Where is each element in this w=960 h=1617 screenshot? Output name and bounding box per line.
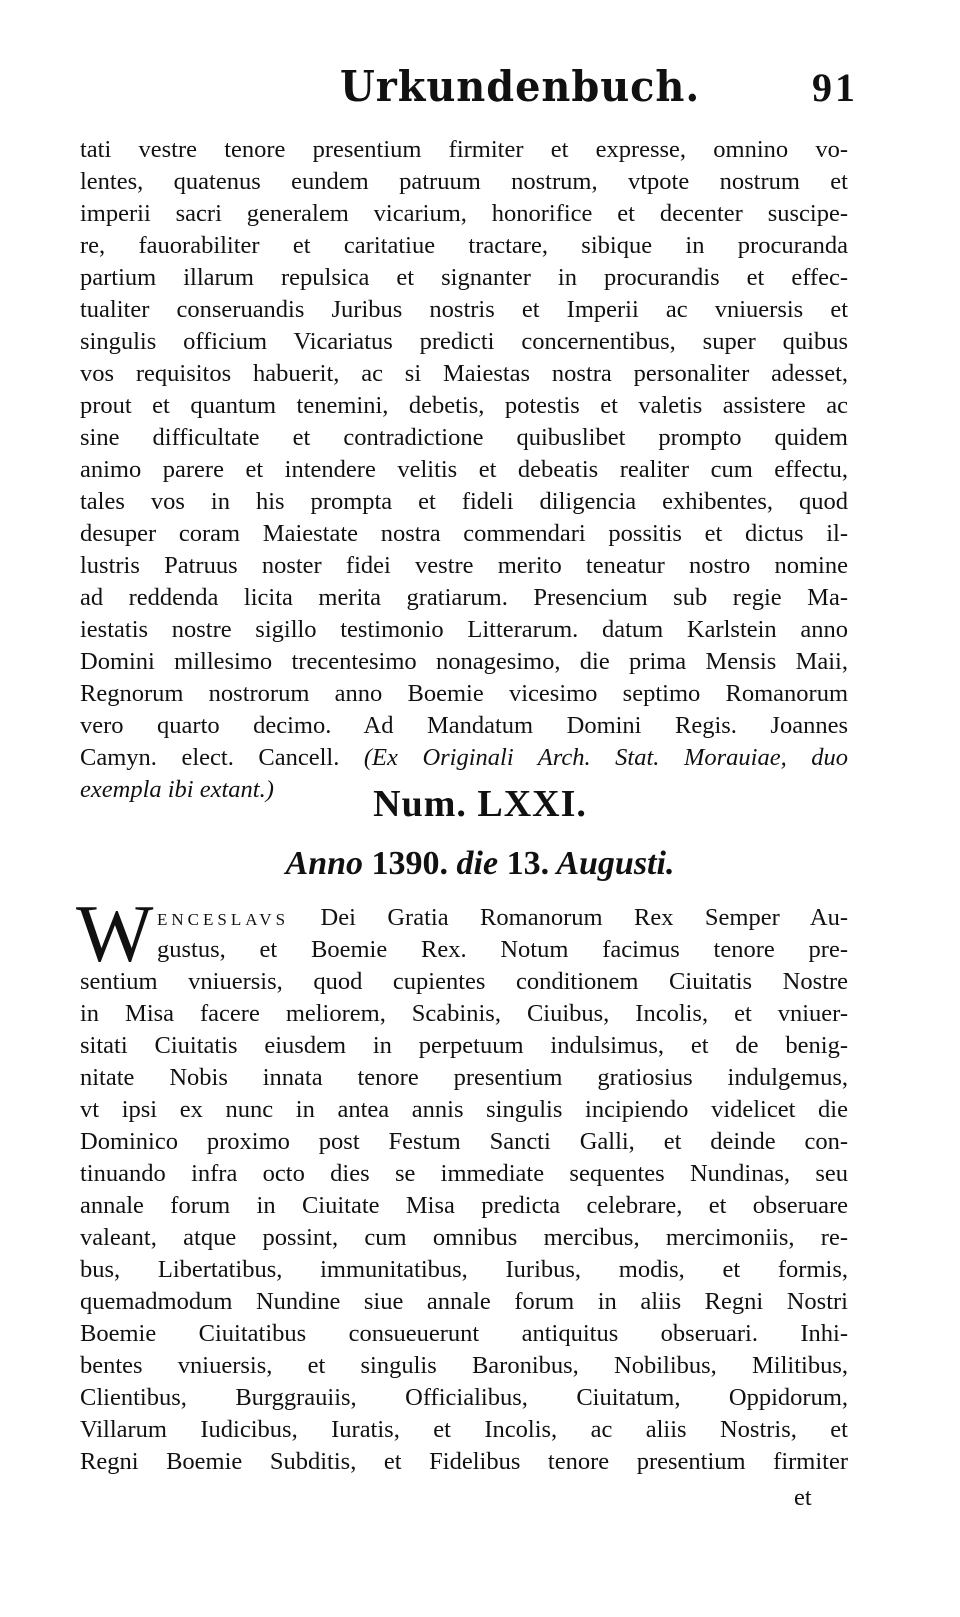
text-line: lustris Patruus noster fidei vestre merito teneatur nostro nomine <box>80 552 848 579</box>
text-line: re, fauorabiliter et caritatiue tractare, sibique in procuranda <box>80 232 848 259</box>
text-line: bus, Libertatibus, immunitatibus, Iuribus, modis, et formis, <box>80 1256 848 1283</box>
text-line: Clientibus, Burggrauiis, Officialibus, Ciuitatum, Oppidorum, <box>80 1384 848 1411</box>
text-line: tinuando infra octo dies se immediate sequentes Nundinas, seu <box>80 1160 848 1187</box>
text-line: vos requisitos habuerit, ac si Maiestas nostra personaliter adesset, <box>80 360 848 387</box>
text-line: desuper coram Maiestate nostra commendari possitis et dictus il- <box>80 520 848 547</box>
text-line: vero quarto decimo. Ad Mandatum Domini Regis. Joannes <box>80 712 848 739</box>
document-number: Num. LXXI. <box>373 783 587 825</box>
date-month: Augusti. <box>556 845 675 882</box>
text-line: sentium vniuersis, quod cupientes conditionem Ciuitatis Nostre <box>80 968 848 995</box>
text-line: tati vestre tenore presentium firmiter et expresse, omnino vo- <box>80 136 848 163</box>
text-line: Domini millesimo trecentesimo nonagesimo, die prima Mensis Maii, <box>80 648 848 675</box>
source-note-end: exempla ibi extant.) <box>80 776 274 803</box>
text-line: nitate Nobis innata tenore presentium gratiosius indulgemus, <box>80 1064 848 1091</box>
text-line: Regnorum nostrorum anno Boemie vicesimo septimo Romanorum <box>80 680 848 707</box>
text-line: sine difficultate et contradictione quibuslibet prompto quidem <box>80 424 848 451</box>
date-die: die <box>456 845 499 882</box>
text-line: tualiter conseruandis Juribus nostris et Imperii ac vniuersis et <box>80 296 848 323</box>
line-rest: Dei Gratia Romanorum Rex Semper Au- <box>320 904 848 931</box>
text-line: annale forum in Ciuitate Misa predicta celebrare, et obseruare <box>80 1192 848 1219</box>
page-number: 91 <box>812 65 858 110</box>
text-line: gustus, et Boemie Rex. Notum facimus tenore pre- <box>157 936 848 963</box>
text-line: partium illarum repulsica et signanter in procurandis et effec- <box>80 264 848 291</box>
text-line: iestatis nostre sigillo testimonio Litterarum. datum Karlstein anno <box>80 616 848 643</box>
date-day: 13. <box>506 845 550 882</box>
text-line <box>157 902 848 936</box>
text-line: lentes, quatenus eundem patruum nostrum, vtpote nostrum et <box>80 168 848 195</box>
text-line: Regni Boemie Subditis, et Fidelibus tenore presentium firmiter <box>80 1448 848 1475</box>
text-line: quemadmodum Nundine siue annale forum in aliis Regni Nostri <box>80 1288 848 1315</box>
text-line: tales vos in his prompta et fideli diligencia exhibentes, quod <box>80 488 848 515</box>
date-year: 1390. <box>371 845 449 882</box>
text-line: valeant, atque possint, cum omnibus mercibus, mercimoniis, re- <box>80 1224 848 1251</box>
text-line: Dominico proximo post Festum Sancti Galli, et deinde con- <box>80 1128 848 1155</box>
text-line: singulis officium Vicariatus predicti concernentibus, super quibus <box>80 328 848 355</box>
text-line: prout et quantum tenemini, debetis, potestis et valetis assistere ac <box>80 392 848 419</box>
text-line-source <box>80 742 848 774</box>
text-line: vt ipsi ex nunc in antea annis singulis incipiendo videlicet die <box>80 1096 848 1123</box>
document-date <box>0 845 960 883</box>
text-line: bentes vniuersis, et singulis Baronibus, Nobilibus, Militibus, <box>80 1352 848 1379</box>
text-line: animo parere et intendere velitis et debeatis realiter cum effectu, <box>80 456 848 483</box>
text-line: Boemie Ciuitatibus consueuerunt antiquitus obseruari. Inhi- <box>80 1320 848 1347</box>
text-line: imperii sacri generalem vicarium, honorifice et decenter suscipe- <box>80 200 848 227</box>
text-line: ad reddenda licita merita gratiarum. Presencium sub regie Ma- <box>80 584 848 611</box>
source-note: (Ex Originali Arch. Stat. Morauiae, duo <box>363 744 849 771</box>
text-line: Villarum Iudicibus, Iuratis, et Incolis, ac aliis Nostris, et <box>80 1416 848 1443</box>
signature-text: Camyn. elect. Cancell. <box>80 744 340 771</box>
text-line: in Misa facere meliorem, Scabinis, Ciuibus, Incolis, et vniuer- <box>80 1000 848 1027</box>
running-title: Urkundenbuch. <box>340 62 701 111</box>
date-anno: Anno <box>285 845 364 882</box>
initial-letter: W <box>76 888 154 979</box>
catchword: et <box>794 1484 812 1511</box>
running-head <box>0 62 960 122</box>
first-word-smallcaps: ENCESLAVS <box>157 910 290 929</box>
text-line: sitati Ciuitatis eiusdem in perpetuum indulsimus, et de benig- <box>80 1032 848 1059</box>
